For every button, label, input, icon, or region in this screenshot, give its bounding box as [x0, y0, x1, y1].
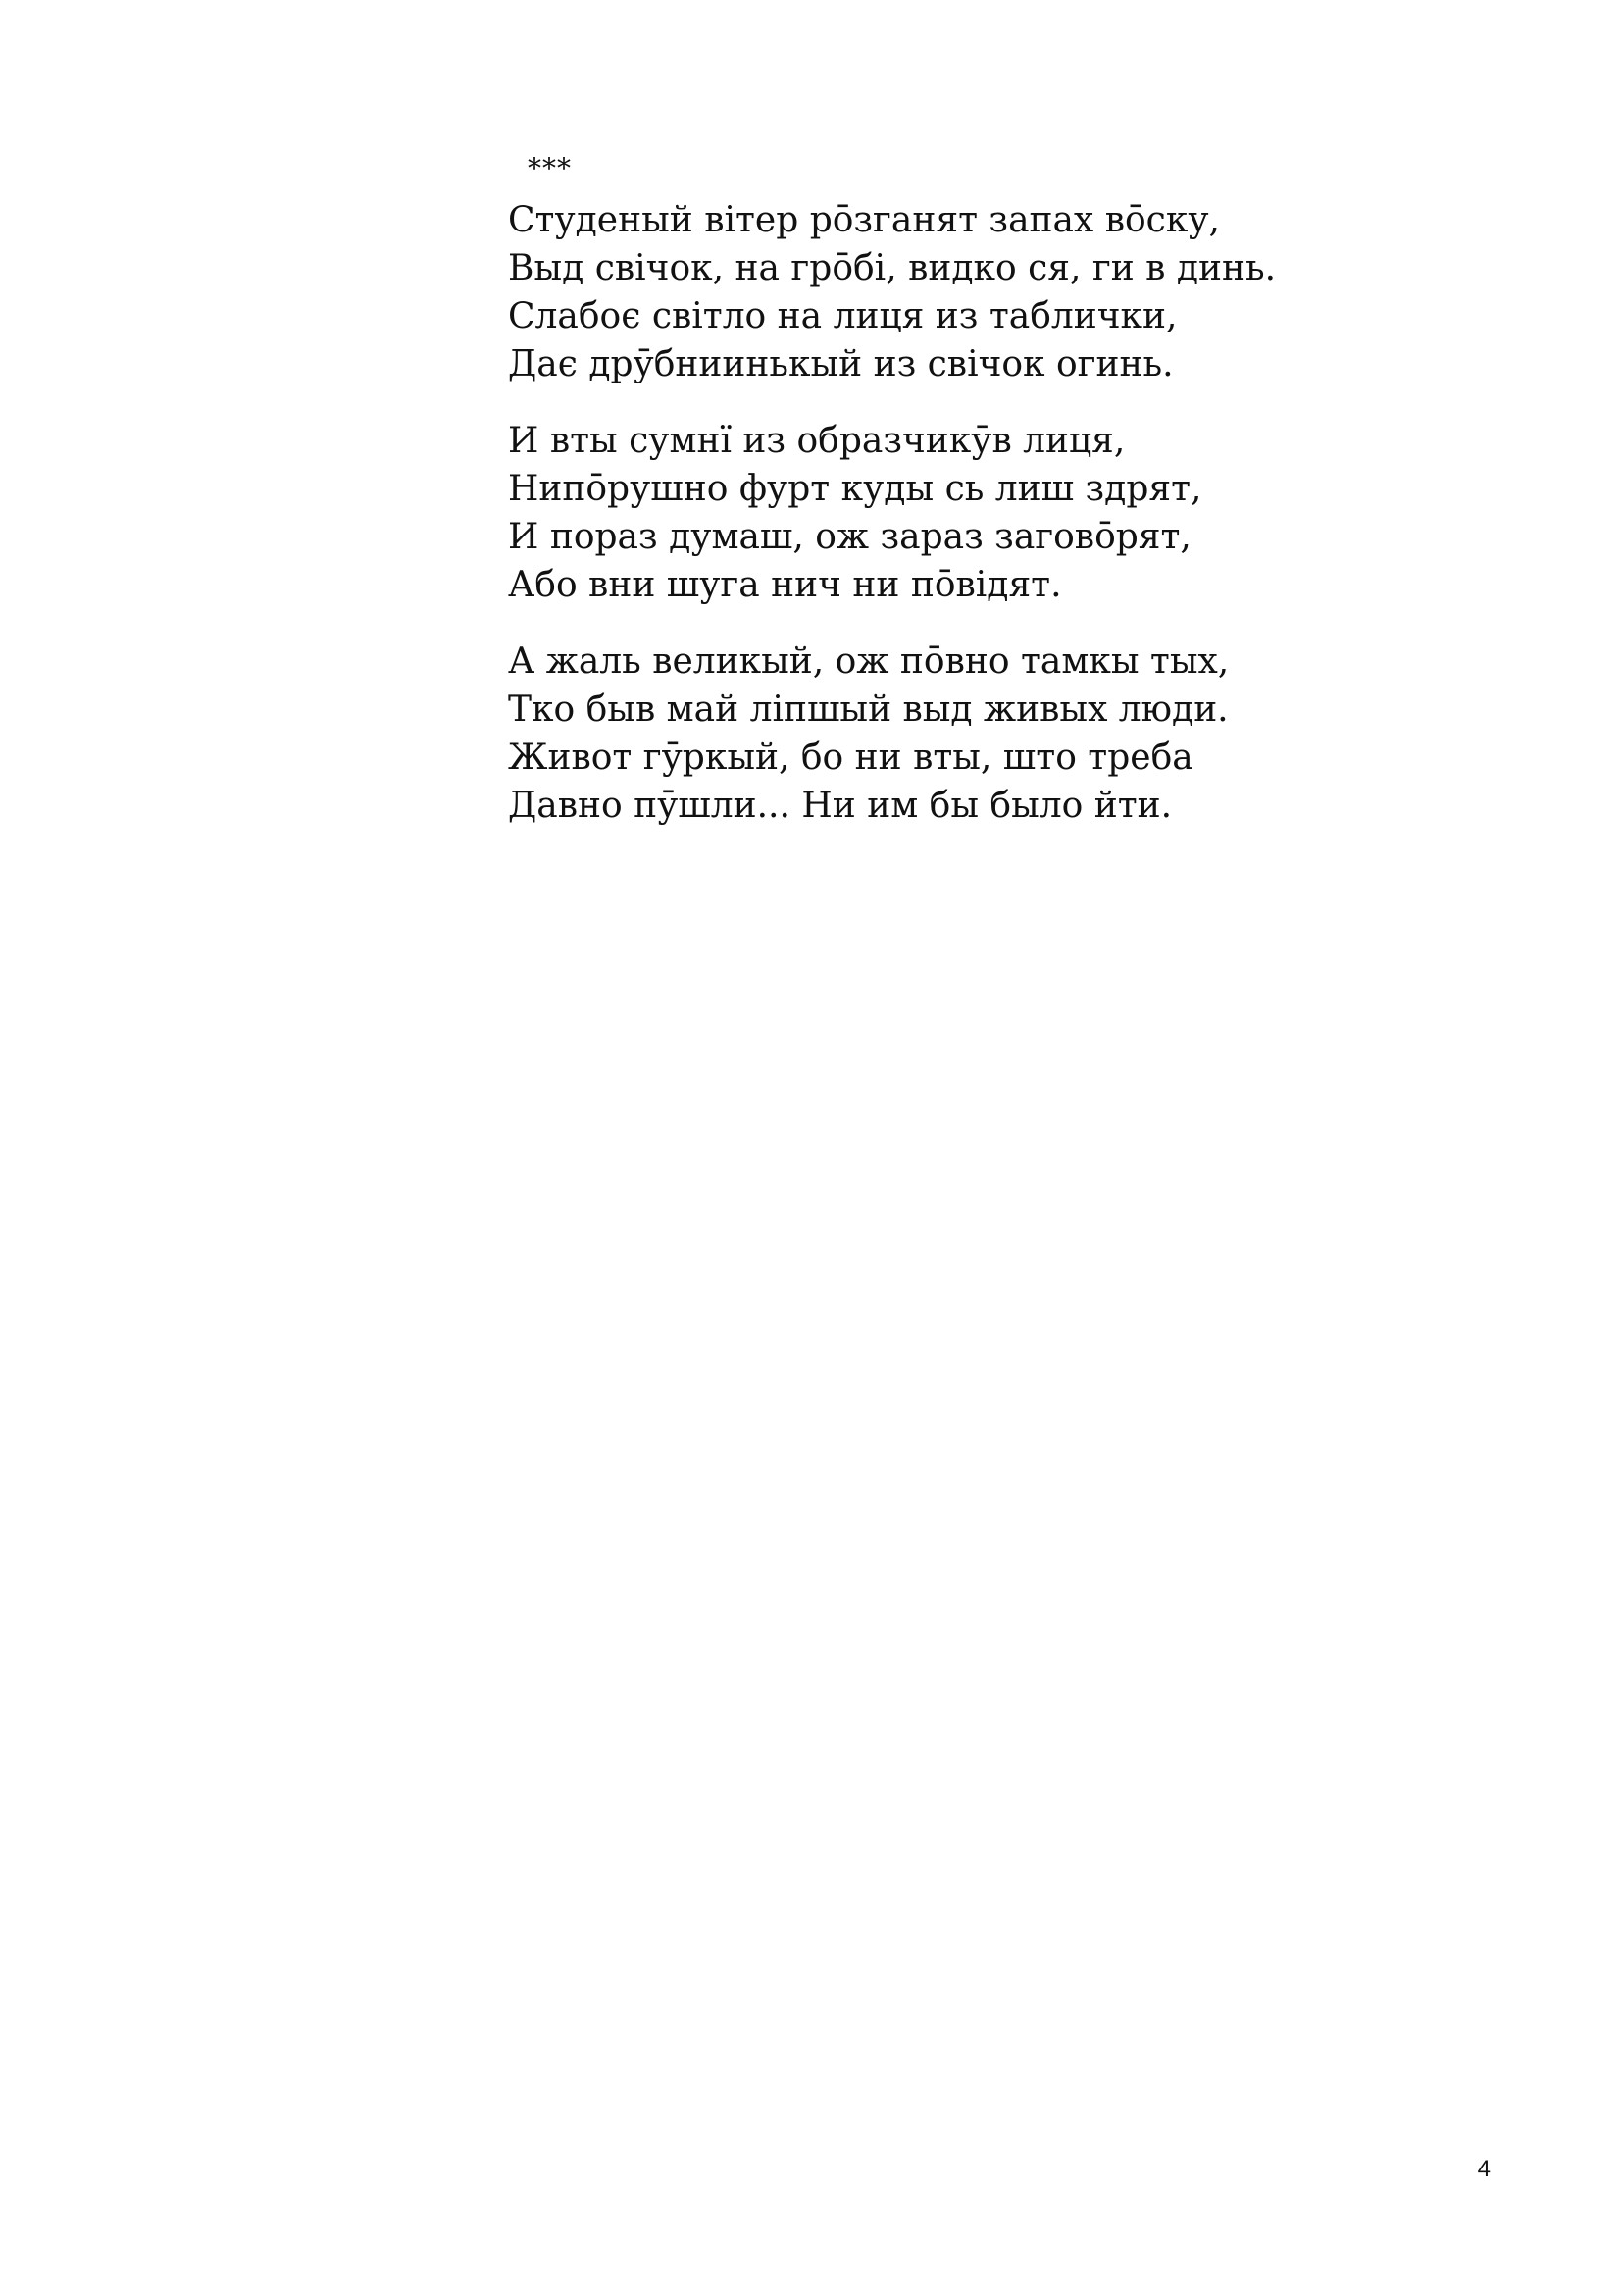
poem-line: Дає дрӯбниинькый из свічок огинь. [508, 344, 1174, 384]
poem-line: И пораз думаш, ож зараз заговōрят, [508, 517, 1192, 557]
stanza-1 [508, 196, 1489, 388]
poem-line: Студеный вітер рōзганят запах вōску, [508, 200, 1220, 240]
poem-line: Слабоє світло на лиця из таблички, [508, 296, 1178, 336]
section-divider: *** [528, 152, 572, 184]
poem-line: И вты сумнї из образчикӯв лиця, [508, 421, 1126, 461]
page-number: 4 [1477, 2156, 1491, 2182]
stanza-2 [508, 417, 1489, 609]
stanza-3 [508, 638, 1489, 830]
poem-line: Нипōрушно фурт куды сь лиш здрят, [508, 469, 1202, 509]
poem [508, 149, 1489, 858]
poem-line: Живот гӯркый, бо ни вты, што треба [508, 738, 1193, 778]
poem-line: Выд свічок, на грōбі, видко ся, ги в динь. [508, 248, 1277, 288]
poem-line: Тко быв май ліпшый выд живых люди. [508, 689, 1229, 730]
poem-line: А жаль великый, ож пōвно тамкы тых, [508, 641, 1230, 682]
poem-line: Давно пӯшли... Ни им бы было йти. [508, 786, 1173, 826]
poem-line: Або вни шуга нич ни пōвідят. [508, 565, 1062, 605]
